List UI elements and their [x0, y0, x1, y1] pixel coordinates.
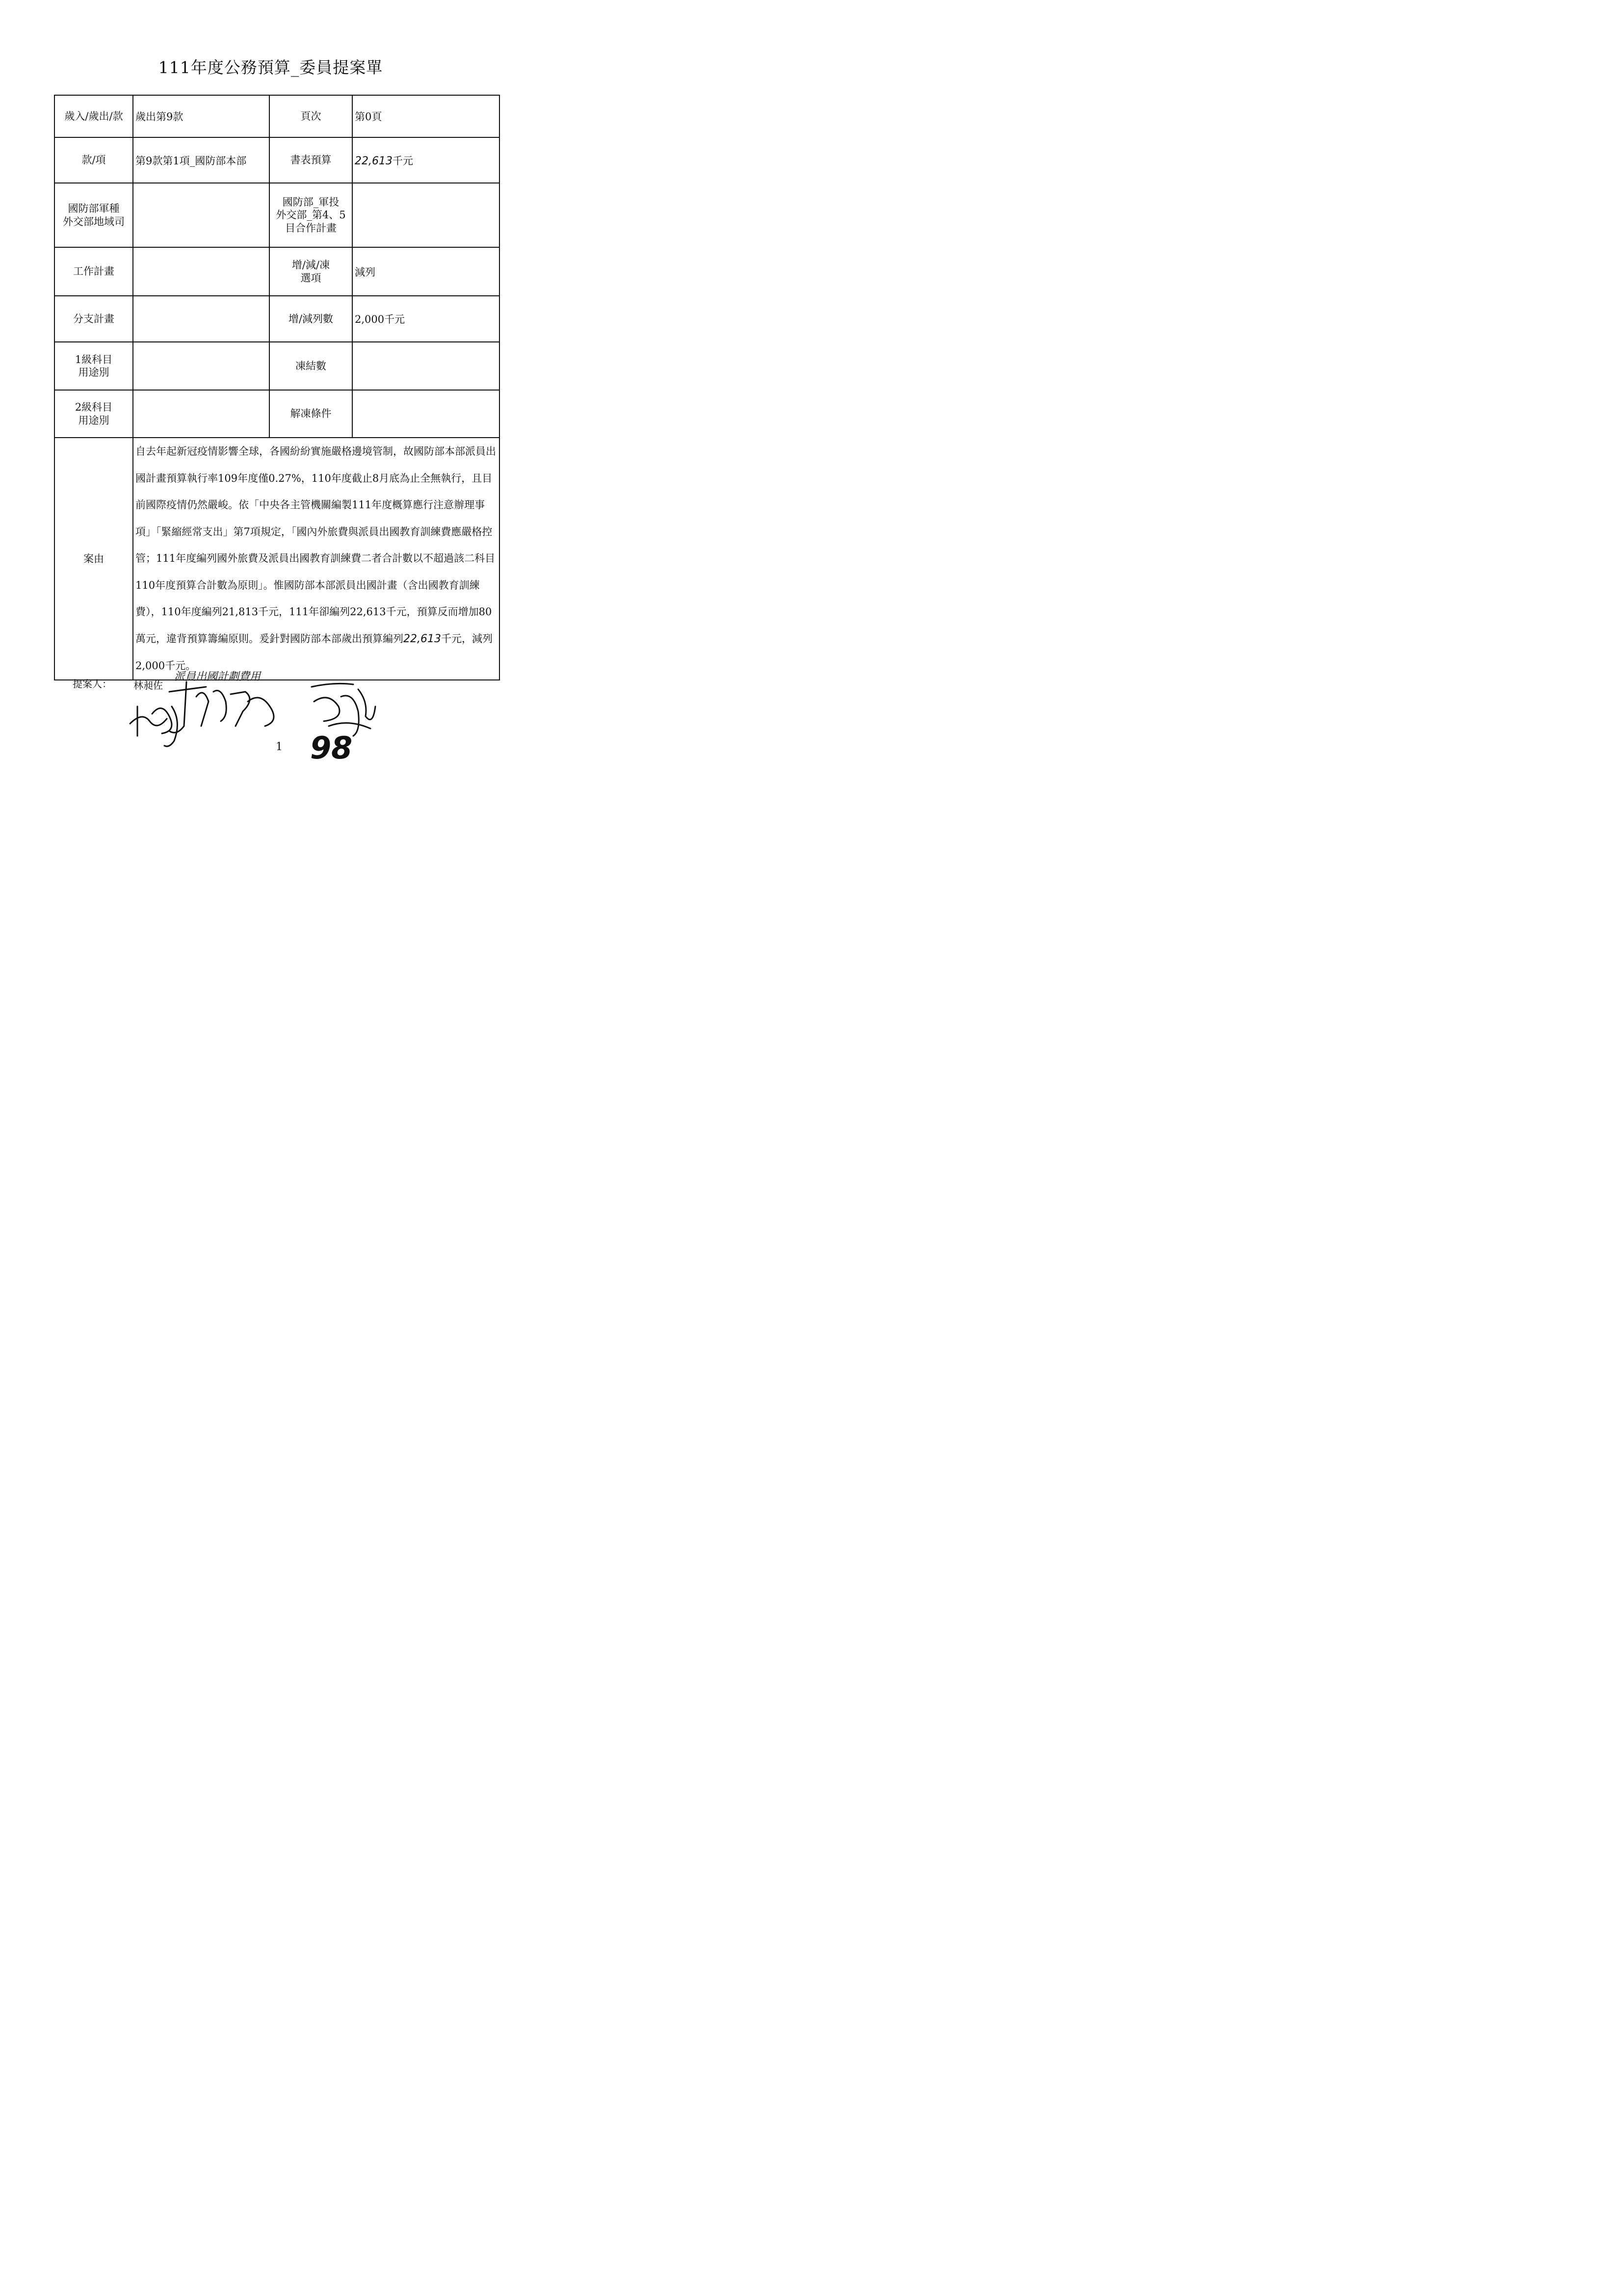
value-military-branch [133, 183, 269, 247]
label-military-branch-line1: 國防部軍種 [68, 203, 120, 215]
reason-text [133, 438, 499, 680]
label-reason: 案由 [54, 438, 133, 680]
label-level2-subject [54, 390, 133, 438]
label-cooperation-line3: 目合作計畫 [285, 222, 337, 234]
value-level2-subject [133, 390, 269, 438]
value-item: 第9款第1項_國防部本部 [133, 137, 269, 183]
reason-tail-pre: 歲出預算編列 [341, 632, 403, 645]
proposer-label: 提案人： [73, 678, 112, 690]
label-unfreeze-condition: 解凍條件 [269, 390, 352, 438]
row-category [54, 95, 499, 137]
label-page: 頁次 [269, 95, 352, 137]
value-level1-subject [133, 342, 269, 390]
value-page: 第0頁 [352, 95, 499, 137]
label-cooperation-plan [269, 183, 352, 247]
label-level2-line2: 用途別 [78, 414, 109, 426]
label-level1-line2: 用途別 [78, 366, 109, 378]
row-reason [54, 438, 499, 680]
label-military-branch [54, 183, 133, 247]
value-frozen-amount [352, 342, 499, 390]
label-cooperation-line2: 外交部_第4、5 [276, 209, 346, 221]
value-branch-plan [133, 296, 269, 342]
value-category: 歲出第9款 [133, 95, 269, 137]
row-level1-subject [54, 342, 499, 390]
value-cooperation-plan [352, 183, 499, 247]
stamp-number: 98 [310, 730, 353, 766]
label-military-branch-line2: 外交部地域司 [63, 215, 125, 228]
form-title: 111年度公務預算_委員提案單 [158, 58, 383, 77]
label-level2-line1: 2級科目 [75, 401, 113, 414]
label-book-budget: 書表預算 [269, 137, 352, 183]
label-frozen-amount: 凍結數 [269, 342, 352, 390]
label-level1-line1: 1級科目 [75, 353, 113, 365]
label-category: 歲入/歲出/款 [54, 95, 133, 137]
label-adjust-option [269, 247, 352, 296]
signature-1 [130, 706, 177, 746]
value-book-budget [352, 137, 499, 183]
proposer-name: 林昶佐 [133, 679, 163, 691]
row-branch-plan [54, 296, 499, 342]
value-unfreeze-condition [352, 390, 499, 438]
value-adjust-option: 減列 [352, 247, 499, 296]
row-item [54, 137, 499, 183]
handwritten-note: 派員出國計劃費用 [174, 671, 261, 683]
label-item: 款/項 [54, 137, 133, 183]
signature-2 [169, 682, 274, 732]
label-work-plan: 工作計畫 [54, 247, 133, 296]
label-adjust-option-line2: 選項 [300, 272, 321, 284]
page-number: 1 [276, 741, 283, 753]
budget-unit: 千元 [392, 155, 413, 167]
row-level2-subject [54, 390, 499, 438]
value-adjust-amount: 2,000千元 [352, 296, 499, 342]
signature-3 [312, 683, 375, 736]
proposal-form-table [54, 95, 500, 680]
handwritten-signatures [123, 672, 397, 751]
handwritten-budget-amount: 22,613 [355, 155, 393, 167]
label-branch-plan: 分支計畫 [54, 296, 133, 342]
value-work-plan [133, 247, 269, 296]
label-adjust-amount: 增/減列數 [269, 296, 352, 342]
row-military [54, 183, 499, 247]
label-adjust-option-line1: 增/減/凍 [291, 259, 330, 271]
reason-main-text: 自去年起新冠疫情影響全球，各國紛紛實施嚴格邊境管制，故國防部本部派員出國計畫預算執行率109年度僅0.27%，110年度截止8月底為止全無執行，且目前國際疫情仍然嚴峻。依「中央各主管機關編製111年度概算應行注意辦理事項」「緊縮經常支出」第7項規定，「國內外旅費與派員出國教育訓練費應嚴格控管；111年度編列國外旅費及派員出國教育訓練費二者合計數以不超過該二科目110年度預算合計數為原則」。惟國防部本部派員出國計畫（含出國教育訓練費），110年度編列21,813千元，111年卻編列22,613千元，預算反而增加80萬元，違背預算籌編原則。爰針對國防部本部 [135, 445, 496, 645]
reason-handwritten-amount: 22,613 [403, 632, 441, 645]
reason-tail-post: 千元，減列2,000千元。 [135, 632, 493, 672]
label-level1-subject [54, 342, 133, 390]
row-work-plan [54, 247, 499, 296]
label-cooperation-line1: 國防部_軍投 [282, 196, 340, 209]
